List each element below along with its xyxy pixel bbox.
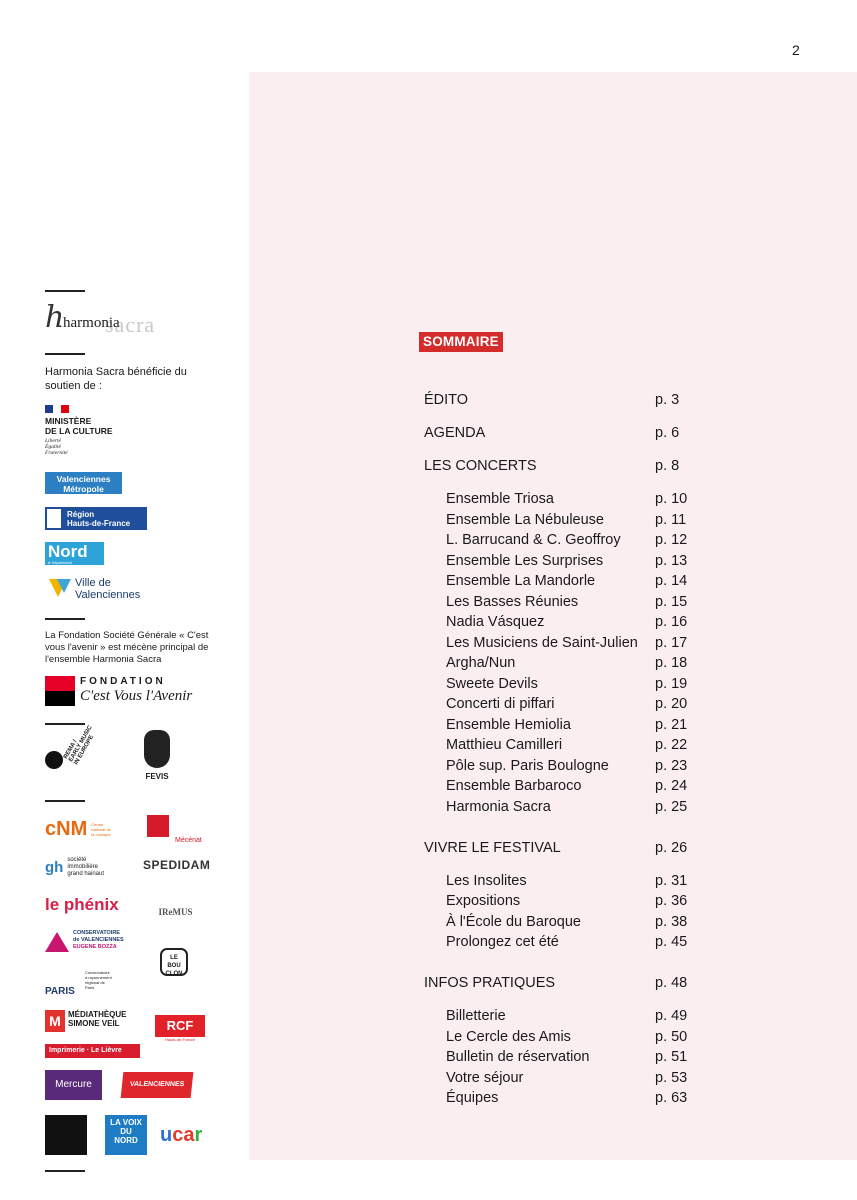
support-text: Harmonia Sacra bénéficie du soutien de : bbox=[45, 366, 187, 392]
toc-section bbox=[424, 456, 704, 476]
toc-subentry bbox=[424, 735, 704, 755]
toc-subentry bbox=[424, 912, 704, 932]
toc-label: ÉDITO bbox=[424, 392, 469, 408]
conservatoire-paris-logo: PARIS Conservatoire à rayonnement régional de Paris bbox=[45, 970, 112, 997]
toc-label: Expositions bbox=[446, 893, 521, 909]
toc-label: Équipes bbox=[446, 1090, 499, 1106]
sg-square-icon bbox=[45, 676, 75, 706]
toc-label: Votre séjour bbox=[446, 1069, 524, 1086]
divider bbox=[45, 618, 85, 620]
conservatoire-triangle-icon bbox=[45, 932, 69, 952]
le-phenix-logo: le phénix bbox=[45, 895, 119, 914]
toc-section bbox=[424, 973, 704, 993]
toc-page: p. 10 bbox=[655, 491, 688, 507]
divider bbox=[45, 1170, 85, 1172]
imprimerie-le-lievre-logo: Imprimerie · Le Lièvre bbox=[45, 1044, 140, 1058]
toc-label: Nadia Vásquez bbox=[446, 614, 545, 630]
divider bbox=[45, 353, 85, 355]
toc-label: Bulletin de réservation bbox=[446, 1049, 590, 1065]
spedidam-logo: SPEDIDAM bbox=[143, 858, 211, 872]
toc-page: p. 50 bbox=[655, 1028, 688, 1045]
chateau-block-icon bbox=[147, 815, 169, 837]
toc-page: p. 17 bbox=[655, 634, 688, 651]
toc-label: Argha/Nun bbox=[446, 655, 516, 671]
toc-page: p. 24 bbox=[655, 778, 688, 794]
toc-label: Billetterie bbox=[446, 1008, 506, 1024]
toc-page: p. 21 bbox=[655, 716, 688, 733]
iremus-logo: IReMUS bbox=[158, 907, 193, 917]
sgh-logo: gh société immobilière grand hainaut bbox=[45, 856, 105, 877]
toc-subentry bbox=[424, 674, 704, 694]
toc-label: Harmonia Sacra bbox=[446, 798, 551, 815]
toc-label: VIVRE LE FESTIVAL bbox=[424, 839, 561, 856]
la-voix-du-nord-logo: LA VOIX DU NORD bbox=[105, 1115, 147, 1155]
toc-subentry bbox=[424, 653, 704, 673]
french-flag-icon bbox=[45, 405, 69, 413]
toc-subentry bbox=[424, 1027, 704, 1047]
toc-page: p. 16 bbox=[655, 614, 688, 630]
rema-circle-icon bbox=[45, 751, 63, 769]
region-hauts-de-france-logo: Région Hauts-de-France bbox=[45, 507, 147, 530]
toc-label: Pôle sup. Paris Boulogne bbox=[446, 757, 609, 774]
fevis-insect-icon bbox=[144, 730, 170, 768]
toc-subentry bbox=[424, 871, 704, 891]
divider bbox=[45, 290, 85, 292]
toc-page: p. 12 bbox=[655, 532, 688, 548]
toc-subentry bbox=[424, 571, 704, 591]
ville-valenciennes-logo: Ville de Valenciennes bbox=[45, 577, 150, 603]
conservatoire-valenciennes-logo: CONSERVATOIRE de VALENCIENNES EUGENE BOZZA bbox=[45, 930, 140, 956]
toc-label: À l'École du Baroque bbox=[446, 913, 581, 930]
toc-page: p. 26 bbox=[655, 839, 688, 856]
ucar-logo: ucar bbox=[160, 1124, 203, 1146]
harmonia-sacra-logo: sacra h harmonia bbox=[45, 300, 156, 337]
toc-page: p. 22 bbox=[655, 737, 688, 753]
toc-label: Les Basses Réunies bbox=[446, 593, 579, 610]
region-emblem-icon bbox=[45, 507, 63, 530]
toc-label: Les Insolites bbox=[446, 872, 527, 889]
fevis-logo: FEVIS bbox=[137, 730, 177, 792]
toc-label: Concerti di piffari bbox=[446, 696, 555, 712]
toc-page: p. 13 bbox=[655, 552, 688, 569]
cnm-logo: cNM Centre national de la musique bbox=[45, 817, 111, 840]
toc-page: p. 8 bbox=[655, 458, 680, 474]
toc-section bbox=[424, 390, 704, 410]
toc-label: Sweete Devils bbox=[446, 675, 538, 692]
toc-label: Ensemble Barbaroco bbox=[446, 778, 582, 794]
toc-page: p. 11 bbox=[655, 511, 687, 528]
toc-label: Le Cercle des Amis bbox=[446, 1028, 571, 1045]
toc-label: Ensemble Les Surprises bbox=[446, 552, 604, 569]
toc-label: Ensemble La Nébuleuse bbox=[446, 511, 604, 528]
toc-subentry bbox=[424, 797, 704, 817]
toc-subentry bbox=[424, 592, 704, 612]
sommaire-title: SOMMAIRE bbox=[419, 332, 503, 352]
ministere-culture-logo: MINISTÈRE DE LA CULTURE Liberté Égalité Fraternité bbox=[45, 405, 135, 460]
toc-label: Ensemble Hemiolia bbox=[446, 716, 571, 733]
toc-label: Ensemble Triosa bbox=[446, 491, 554, 507]
toc-subentry bbox=[424, 633, 704, 653]
ville-mark-icon bbox=[45, 577, 75, 599]
toc-subentry bbox=[424, 776, 704, 796]
toc-page: p. 45 bbox=[655, 934, 688, 950]
toc-subentry bbox=[424, 891, 704, 911]
toc-label: Prolongez cet été bbox=[446, 934, 559, 950]
toc-subentry bbox=[424, 756, 704, 776]
toc-subentry bbox=[424, 489, 704, 509]
toc-page: p. 23 bbox=[655, 757, 688, 774]
toc-page: p. 48 bbox=[655, 975, 688, 991]
toc-page: p. 53 bbox=[655, 1069, 688, 1086]
dark-partner-logo bbox=[45, 1115, 87, 1155]
toc-section bbox=[424, 423, 704, 443]
toc-label: Ensemble La Mandorle bbox=[446, 573, 596, 589]
toc-subentry bbox=[424, 715, 704, 735]
toc-subentry bbox=[424, 530, 704, 550]
toc-subentry bbox=[424, 1088, 704, 1108]
toc-page: p. 19 bbox=[655, 675, 688, 692]
toc-label: Matthieu Camilleri bbox=[446, 737, 563, 753]
toc-page: p. 36 bbox=[655, 893, 688, 909]
mediatheque-simone-veil-logo: M MÉDIATHÈQUE SIMONE VEIL bbox=[45, 1010, 137, 1034]
toc-page: p. 20 bbox=[655, 696, 688, 712]
toc-subentry bbox=[424, 1068, 704, 1088]
page-number: 2 bbox=[792, 42, 800, 58]
toc-subentry bbox=[424, 1047, 704, 1067]
chateau-mecenat-logo: Mécénat bbox=[147, 815, 207, 845]
toc-page: p. 14 bbox=[655, 573, 688, 589]
toc-subentry bbox=[424, 694, 704, 714]
toc-label: L. Barrucand & C. Geoffroy bbox=[446, 532, 621, 548]
toc-page: p. 6 bbox=[655, 425, 680, 441]
toc-page: p. 3 bbox=[655, 392, 680, 408]
toc-label: Les Musiciens de Saint-Julien bbox=[446, 634, 638, 651]
toc-section bbox=[424, 838, 704, 858]
rema-logo: REMA / EARLY MUSIC IN EUROPE bbox=[45, 743, 105, 788]
toc-label: AGENDA bbox=[424, 425, 486, 441]
valenciennes-red-logo: VALENCIENNES bbox=[121, 1072, 194, 1098]
fondation-text: La Fondation Société Générale « C'est vous l'avenir » est mécène principal de l'ensemble Harmonia Sacra bbox=[45, 630, 209, 665]
toc-page: p. 18 bbox=[655, 655, 688, 671]
toc-subentry bbox=[424, 551, 704, 571]
nord-logo: Nord le Département bbox=[45, 542, 104, 565]
toc-label: INFOS PRATIQUES bbox=[424, 975, 556, 991]
toc-subentry bbox=[424, 612, 704, 632]
toc-subentry bbox=[424, 932, 704, 952]
toc-page: p. 51 bbox=[655, 1049, 688, 1065]
toc-page: p. 49 bbox=[655, 1008, 688, 1024]
toc-page: p. 38 bbox=[655, 913, 688, 930]
toc-page: p. 31 bbox=[655, 872, 688, 889]
toc-page: p. 25 bbox=[655, 798, 688, 815]
divider bbox=[45, 800, 85, 802]
fondation-societe-generale-logo: FONDATION C'est Vous l'Avenir bbox=[45, 676, 200, 712]
rcf-logo: RCF Hauts-de-France bbox=[155, 1015, 205, 1049]
valenciennes-metropole-logo: Valenciennes Métropole bbox=[45, 472, 122, 494]
toc-subentry bbox=[424, 510, 704, 530]
toc-subentry bbox=[424, 1006, 704, 1026]
toc-page: p. 15 bbox=[655, 593, 688, 610]
toc-page: p. 63 bbox=[655, 1090, 688, 1106]
le-bouclon-logo: LE BOU CLON bbox=[160, 948, 195, 988]
mercure-logo: Mercure bbox=[45, 1070, 102, 1100]
toc-label: LES CONCERTS bbox=[424, 458, 537, 474]
divider bbox=[45, 723, 85, 725]
